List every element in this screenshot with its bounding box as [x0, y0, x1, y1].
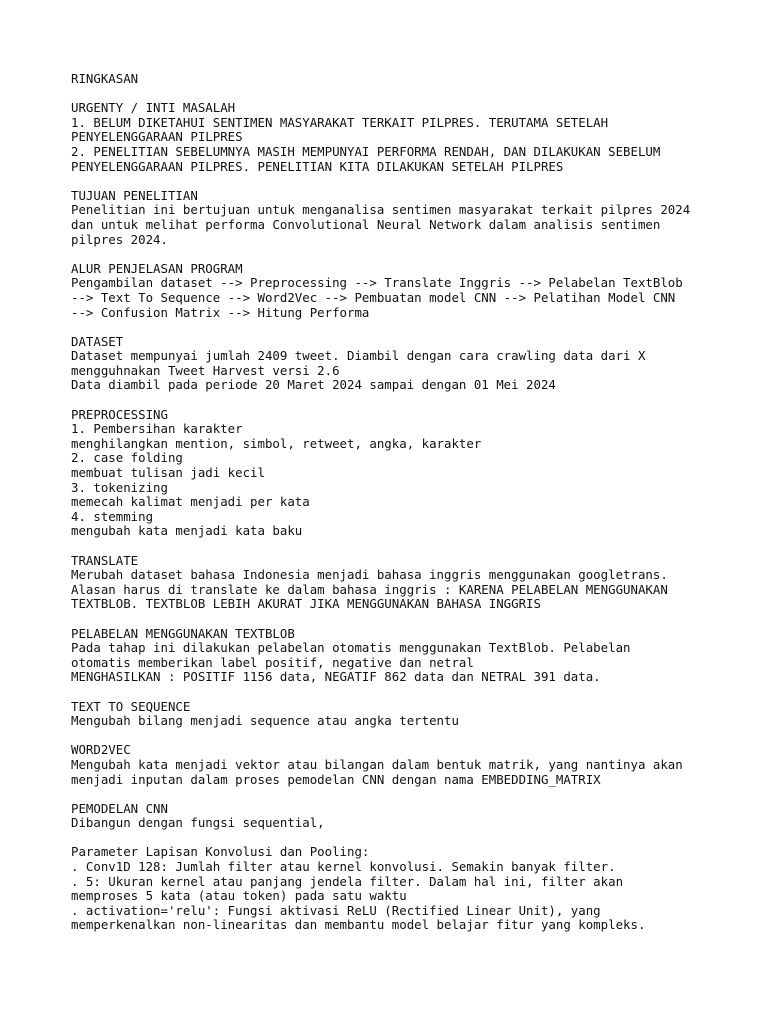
section-text-line: Dibangun dengan fungsi sequential, [71, 815, 325, 831]
section-heading: WORD2VEC [71, 742, 131, 758]
section-text-line: 4. stemming [71, 508, 154, 524]
document-section [71, 335, 751, 393]
section-text-line: 1. Pembersihan karakter [71, 421, 243, 437]
document-section [71, 189, 751, 247]
section-text-line: Merubah dataset bahasa Indonesia menjadi bahasa inggris menggunakan googletrans. [71, 567, 668, 583]
document-section [71, 627, 751, 685]
document-section [71, 262, 751, 320]
section-text-line: --> Text To Sequence --> Word2Vec --> Pembuatan model CNN --> Pelatihan Model CNN [71, 289, 676, 305]
section-text-line: Alasan harus di translate ke dalam bahasa inggris : KARENA PELABELAN MENGGUNAKAN [71, 581, 668, 597]
section-text-line: TEXTBLOB. TEXTBLOB LEBIH AKURAT JIKA MENGGUNAKAN BAHASA INGGRIS [71, 596, 541, 612]
document-title: RINGKASAN [71, 71, 139, 86]
section-text-line: Dataset mempunyai jumlah 2409 tweet. Diambil dengan cara crawling data dari X [71, 348, 646, 364]
document-section [71, 554, 751, 612]
document-page [71, 72, 751, 948]
document-sections [71, 101, 751, 933]
section-text-line: 1. BELUM DIKETAHUI SENTIMEN MASYARAKAT TERKAIT PILPRES. TERUTAMA SETELAH [71, 114, 609, 130]
section-text-line: . Conv1D 128: Jumlah filter atau kernel konvolusi. Semakin banyak filter. [71, 859, 616, 875]
section-heading: PEMODELAN CNN [71, 800, 168, 816]
section-heading: Parameter Lapisan Konvolusi dan Pooling: [71, 844, 370, 860]
section-text-line: PENYELENGGARAAN PILPRES. PENELITIAN KITA DILAKUKAN SETELAH PILPRES [71, 158, 564, 174]
section-text-line: memperkenalkan non-linearitas dan membantu model belajar fitur yang kompleks. [71, 917, 646, 933]
section-text-line: MENGHASILKAN : POSITIF 1156 data, NEGATIF 862 data dan NETRAL 391 data. [71, 669, 601, 685]
section-text-line: dan untuk melihat performa Convolutional Neural Network dalam analisis sentimen [71, 216, 661, 232]
section-text-line: 2. PENELITIAN SEBELUMNYA MASIH MEMPUNYAI PERFORMA RENDAH, DAN DILAKUKAN SEBELUM [71, 143, 661, 159]
section-text-line: mengguhnakan Tweet Harvest versi 2.6 [71, 362, 340, 378]
section-heading: TRANSLATE [71, 552, 139, 568]
section-text-line: pilpres 2024. [71, 231, 168, 247]
document-section [71, 743, 751, 787]
section-text-line: Mengubah kata menjadi vektor atau bilangan dalam bentuk matrik, yang nantinya akan [71, 756, 683, 772]
section-heading: ALUR PENJELASAN PROGRAM [71, 260, 243, 276]
section-text-line: menghilangkan mention, simbol, retweet, angka, karakter [71, 435, 482, 451]
section-text-line: Pada tahap ini dilakukan pelabelan otomatis menggunakan TextBlob. Pelabelan [71, 640, 631, 656]
section-text-line: --> Confusion Matrix --> Hitung Performa [71, 304, 370, 320]
section-text-line: . activation='relu': Fungsi aktivasi ReLU (Rectified Linear Unit), yang [71, 902, 601, 918]
section-text-line: memecah kalimat menjadi per kata [71, 494, 310, 510]
section-text-line: menjadi inputan dalam proses pemodelan CNN dengan nama EMBEDDING_MATRIX [71, 771, 601, 787]
section-heading: DATASET [71, 333, 124, 349]
section-heading: URGENTY / INTI MASALAH [71, 100, 236, 116]
section-text-line: otomatis memberikan label positif, negative dan netral [71, 654, 474, 670]
document-title-block [71, 72, 751, 87]
section-text-line: mengubah kata menjadi kata baku [71, 523, 303, 539]
section-text-line: 2. case folding [71, 450, 183, 466]
document-section [71, 408, 751, 539]
section-text-line: 3. tokenizing [71, 479, 168, 495]
document-section [71, 802, 751, 831]
section-heading: TUJUAN PENELITIAN [71, 187, 198, 203]
document-section [71, 101, 751, 174]
document-section [71, 845, 751, 933]
section-heading: PELABELAN MENGGUNAKAN TEXTBLOB [71, 625, 295, 641]
section-text-line: Pengambilan dataset --> Preprocessing --> Translate Inggris --> Pelabelan TextBlob [71, 275, 683, 291]
section-heading: TEXT TO SEQUENCE [71, 698, 191, 714]
section-heading: PREPROCESSING [71, 406, 168, 422]
section-text-line: memproses 5 kata (atau token) pada satu waktu [71, 888, 407, 904]
section-text-line: Penelitian ini bertujuan untuk menganalisa sentimen masyarakat terkait pilpres 2024 [71, 202, 691, 218]
section-text-line: Data diambil pada periode 20 Maret 2024 sampai dengan 01 Mei 2024 [71, 377, 556, 393]
section-text-line: PENYELENGGARAAN PILPRES [71, 129, 243, 145]
section-text-line: Mengubah bilang menjadi sequence atau angka tertentu [71, 713, 459, 729]
document-section [71, 700, 751, 729]
section-text-line: membuat tulisan jadi kecil [71, 465, 265, 481]
section-text-line: . 5: Ukuran kernel atau panjang jendela filter. Dalam hal ini, filter akan [71, 873, 624, 889]
